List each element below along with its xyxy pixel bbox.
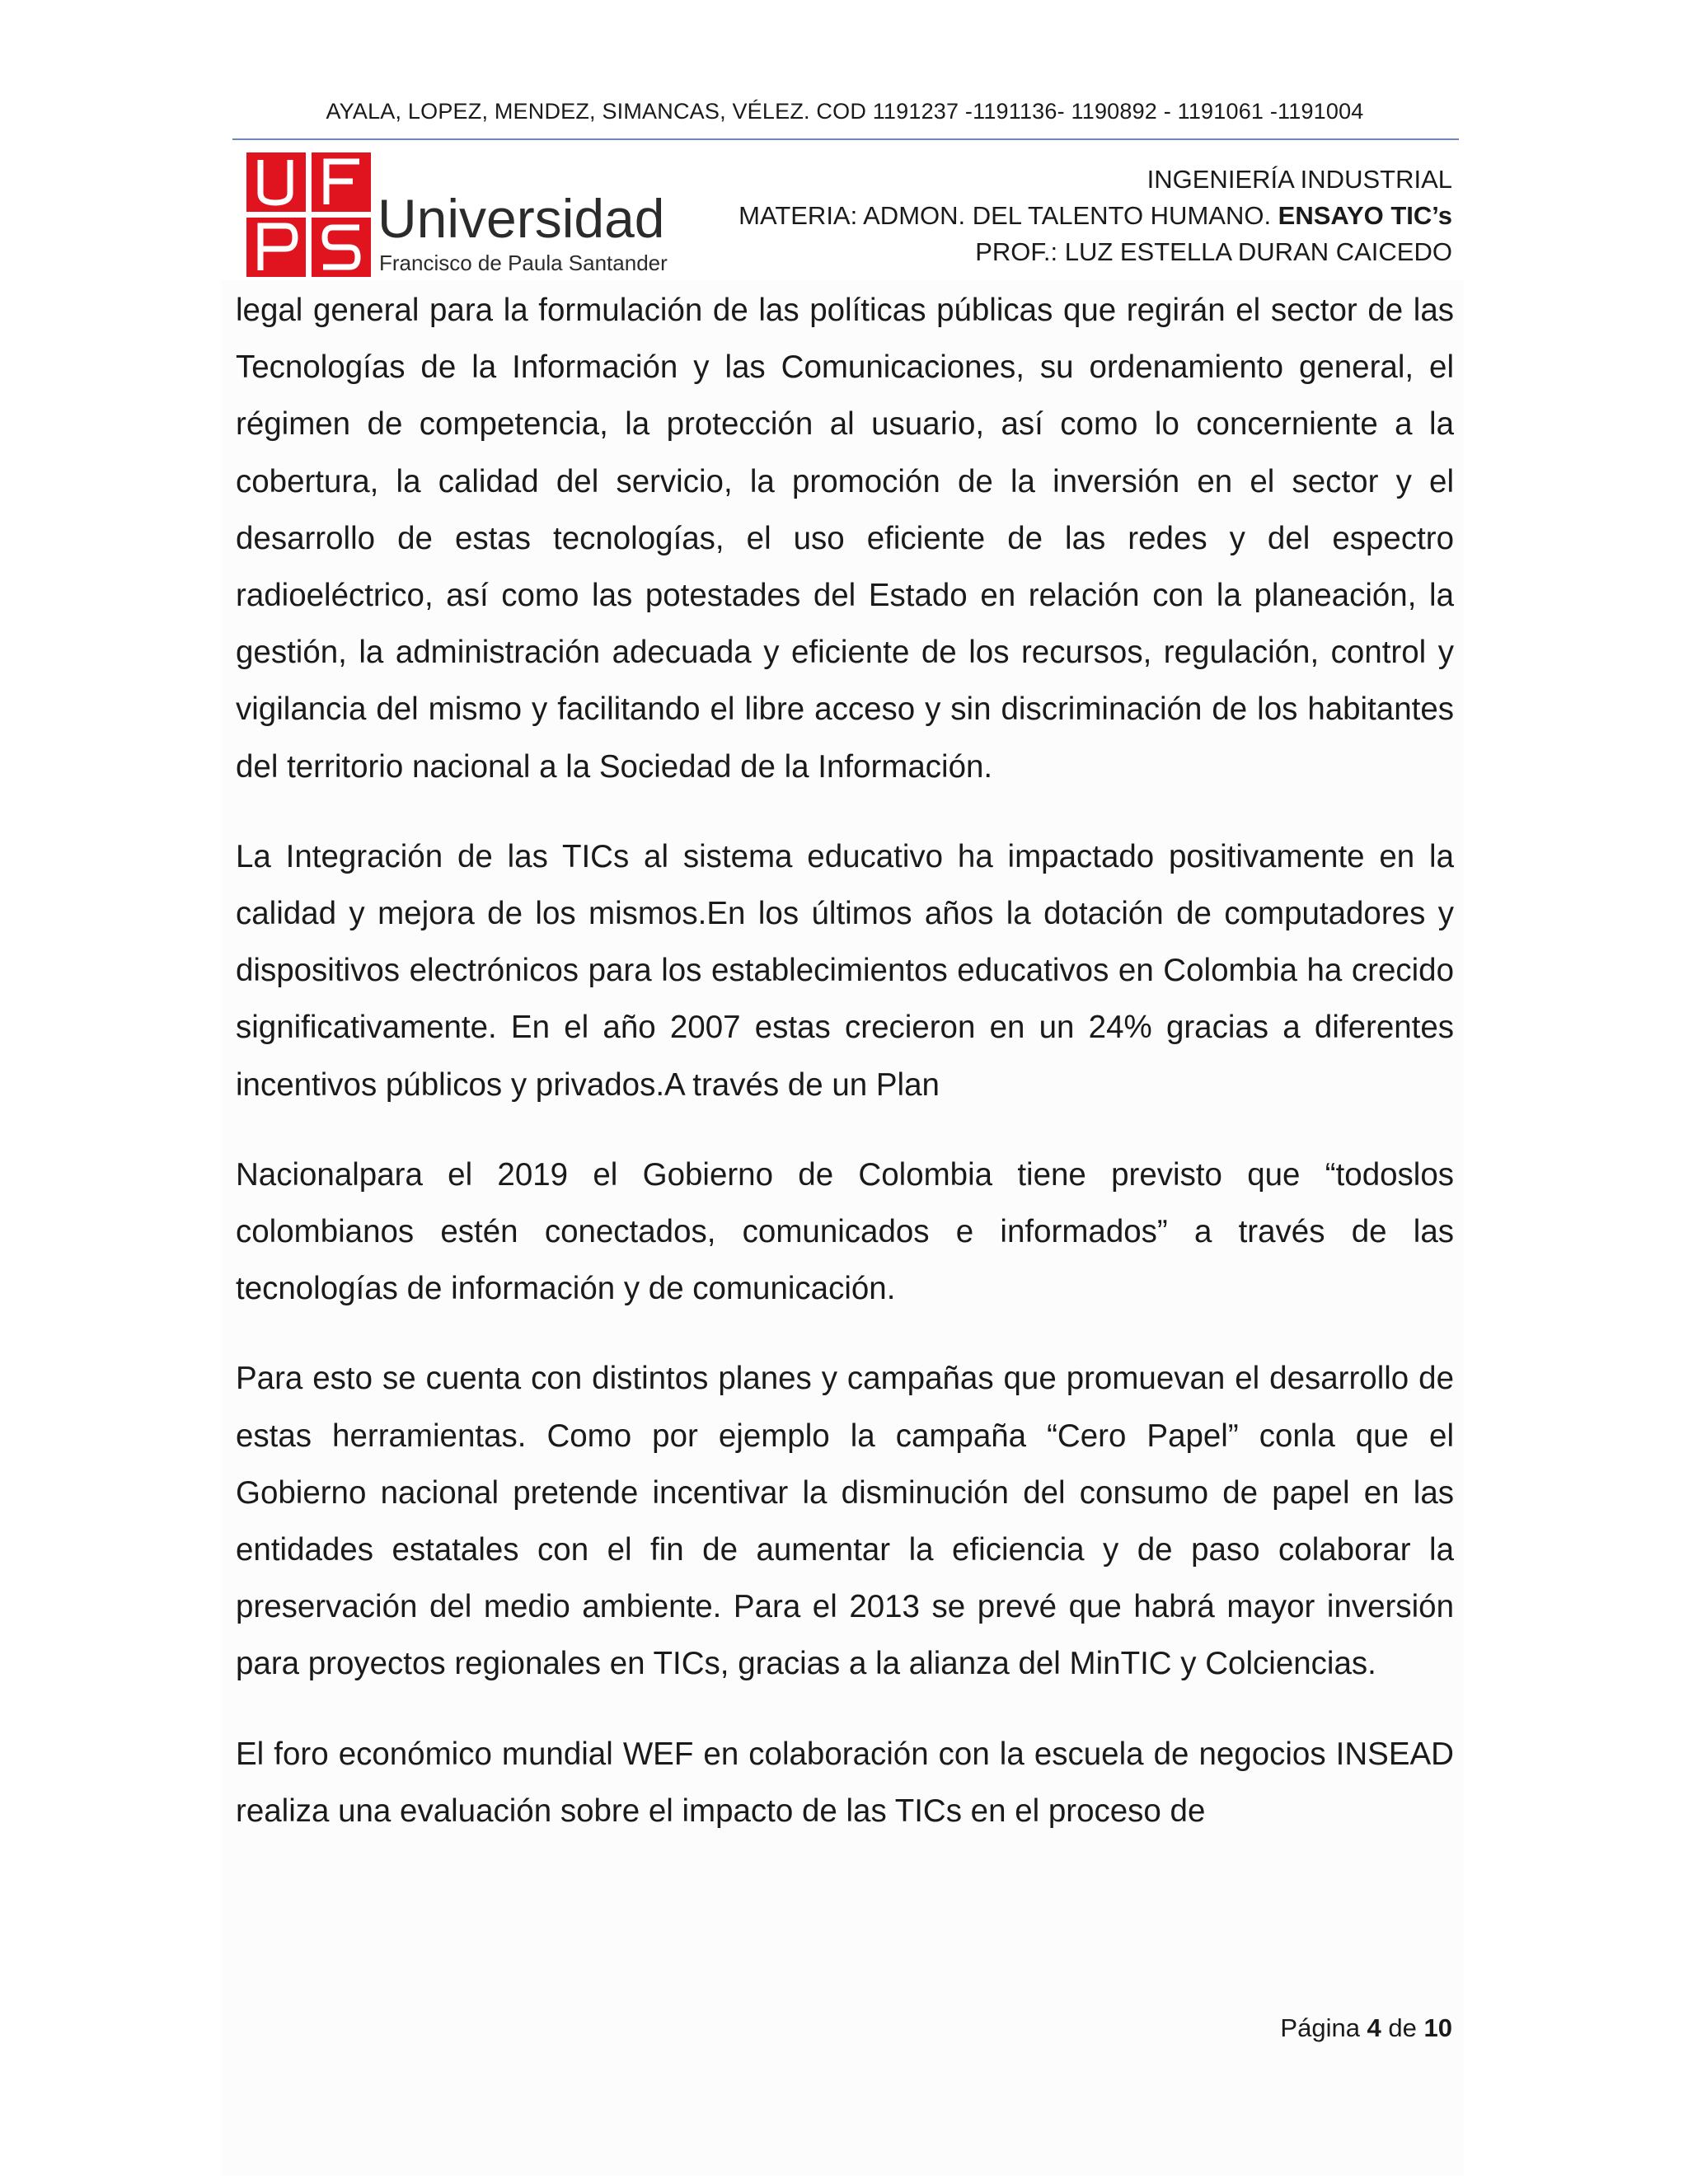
paragraph: Nacionalpara el 2019 el Gobierno de Colombia tiene previsto que “todoslos colombianos estén conectados, comunicados e informados” a través de las tecnologías de información y de comunicación. xyxy=(236,1156,1454,1307)
paragraph: Para esto se cuenta con distintos planes y campañas que promuevan el desarrollo de estas herramientas. Como por ejemplo la campaña “Cero Papel” conla que el Gobierno nacional pretende incentivar la disminución del consumo de papel en las entidades estatales con el fin de aumentar la eficiencia y de paso colaborar la preservación del medio ambiente. Para el 2013 se prevé que habrá mayor inversión para proyectos regionales en TICs, gracias a la alianza del MinTIC y Colciencias. xyxy=(236,1361,1454,1682)
course-info-block xyxy=(738,162,1452,270)
subject-prefix: MATERIA: ADMON. DEL TALENTO HUMANO. xyxy=(738,201,1278,230)
svg-text:Francisco de Paula Santander: Francisco de Paula Santander xyxy=(379,251,668,275)
paragraph: La Integración de las TICs al sistema educativo ha impactado positivamente en la calidad y mejora de los mismos.En los últimos años la dotación de computadores y dispositivos electrónicos para los establecimientos educativos en Colombia ha crecido significativamente. En el año 2007 estas crecieron en un 24% gracias a diferentes incentivos públicos y privados.A través de un Plan xyxy=(236,838,1454,1103)
svg-text:Universidad: Universidad xyxy=(377,188,665,249)
paragraph: legal general para la formulación de las políticas públicas que regirán el sector de las Tecnologías de la Información y las Comunicaciones, su ordenamiento general, el régimen de competencia, la protección al usuario, así como lo concerniente a la cobertura, la calidad del servicio, la promoción de la inversión en el sector y el desarrollo de estas tecnologías, el uso eficiente de las redes y del espectro radioeléctrico, así como las potestades del Estado en relación con la planeación, la gestión, la administración adecuada y eficiente de los recursos, regulación, control y vigilancia del mismo y facilitando el libre acceso y sin discriminación de los habitantes del territorio nacional a la Sociedad de la Información. xyxy=(236,293,1454,785)
header-divider xyxy=(232,138,1459,140)
subject-line xyxy=(738,198,1452,234)
subject-bold: ENSAYO TIC’s xyxy=(1278,201,1452,230)
of-word: de xyxy=(1381,2013,1424,2042)
current-page: 4 xyxy=(1367,2013,1381,2042)
document-body xyxy=(236,282,1454,1872)
page-word: Página xyxy=(1280,2013,1367,2042)
program-name: INGENIERÍA INDUSTRIAL xyxy=(1146,165,1452,194)
paragraph: El foro económico mundial WEF en colaboración con la escuela de negocios INSEAD realiza una evaluación sobre el impacto de las TICs en el proceso de xyxy=(236,1736,1454,1829)
authors-header: AYALA, LOPEZ, MENDEZ, SIMANCAS, VÉLEZ. COD 1191237 -1191136- 1190892 - 1191061 -1191004 xyxy=(326,99,1364,124)
page-number-footer xyxy=(1280,2013,1452,2043)
total-pages: 10 xyxy=(1423,2013,1452,2042)
professor-name: PROF.: LUZ ESTELLA DURAN CAICEDO xyxy=(975,237,1452,266)
university-logo xyxy=(244,150,673,280)
